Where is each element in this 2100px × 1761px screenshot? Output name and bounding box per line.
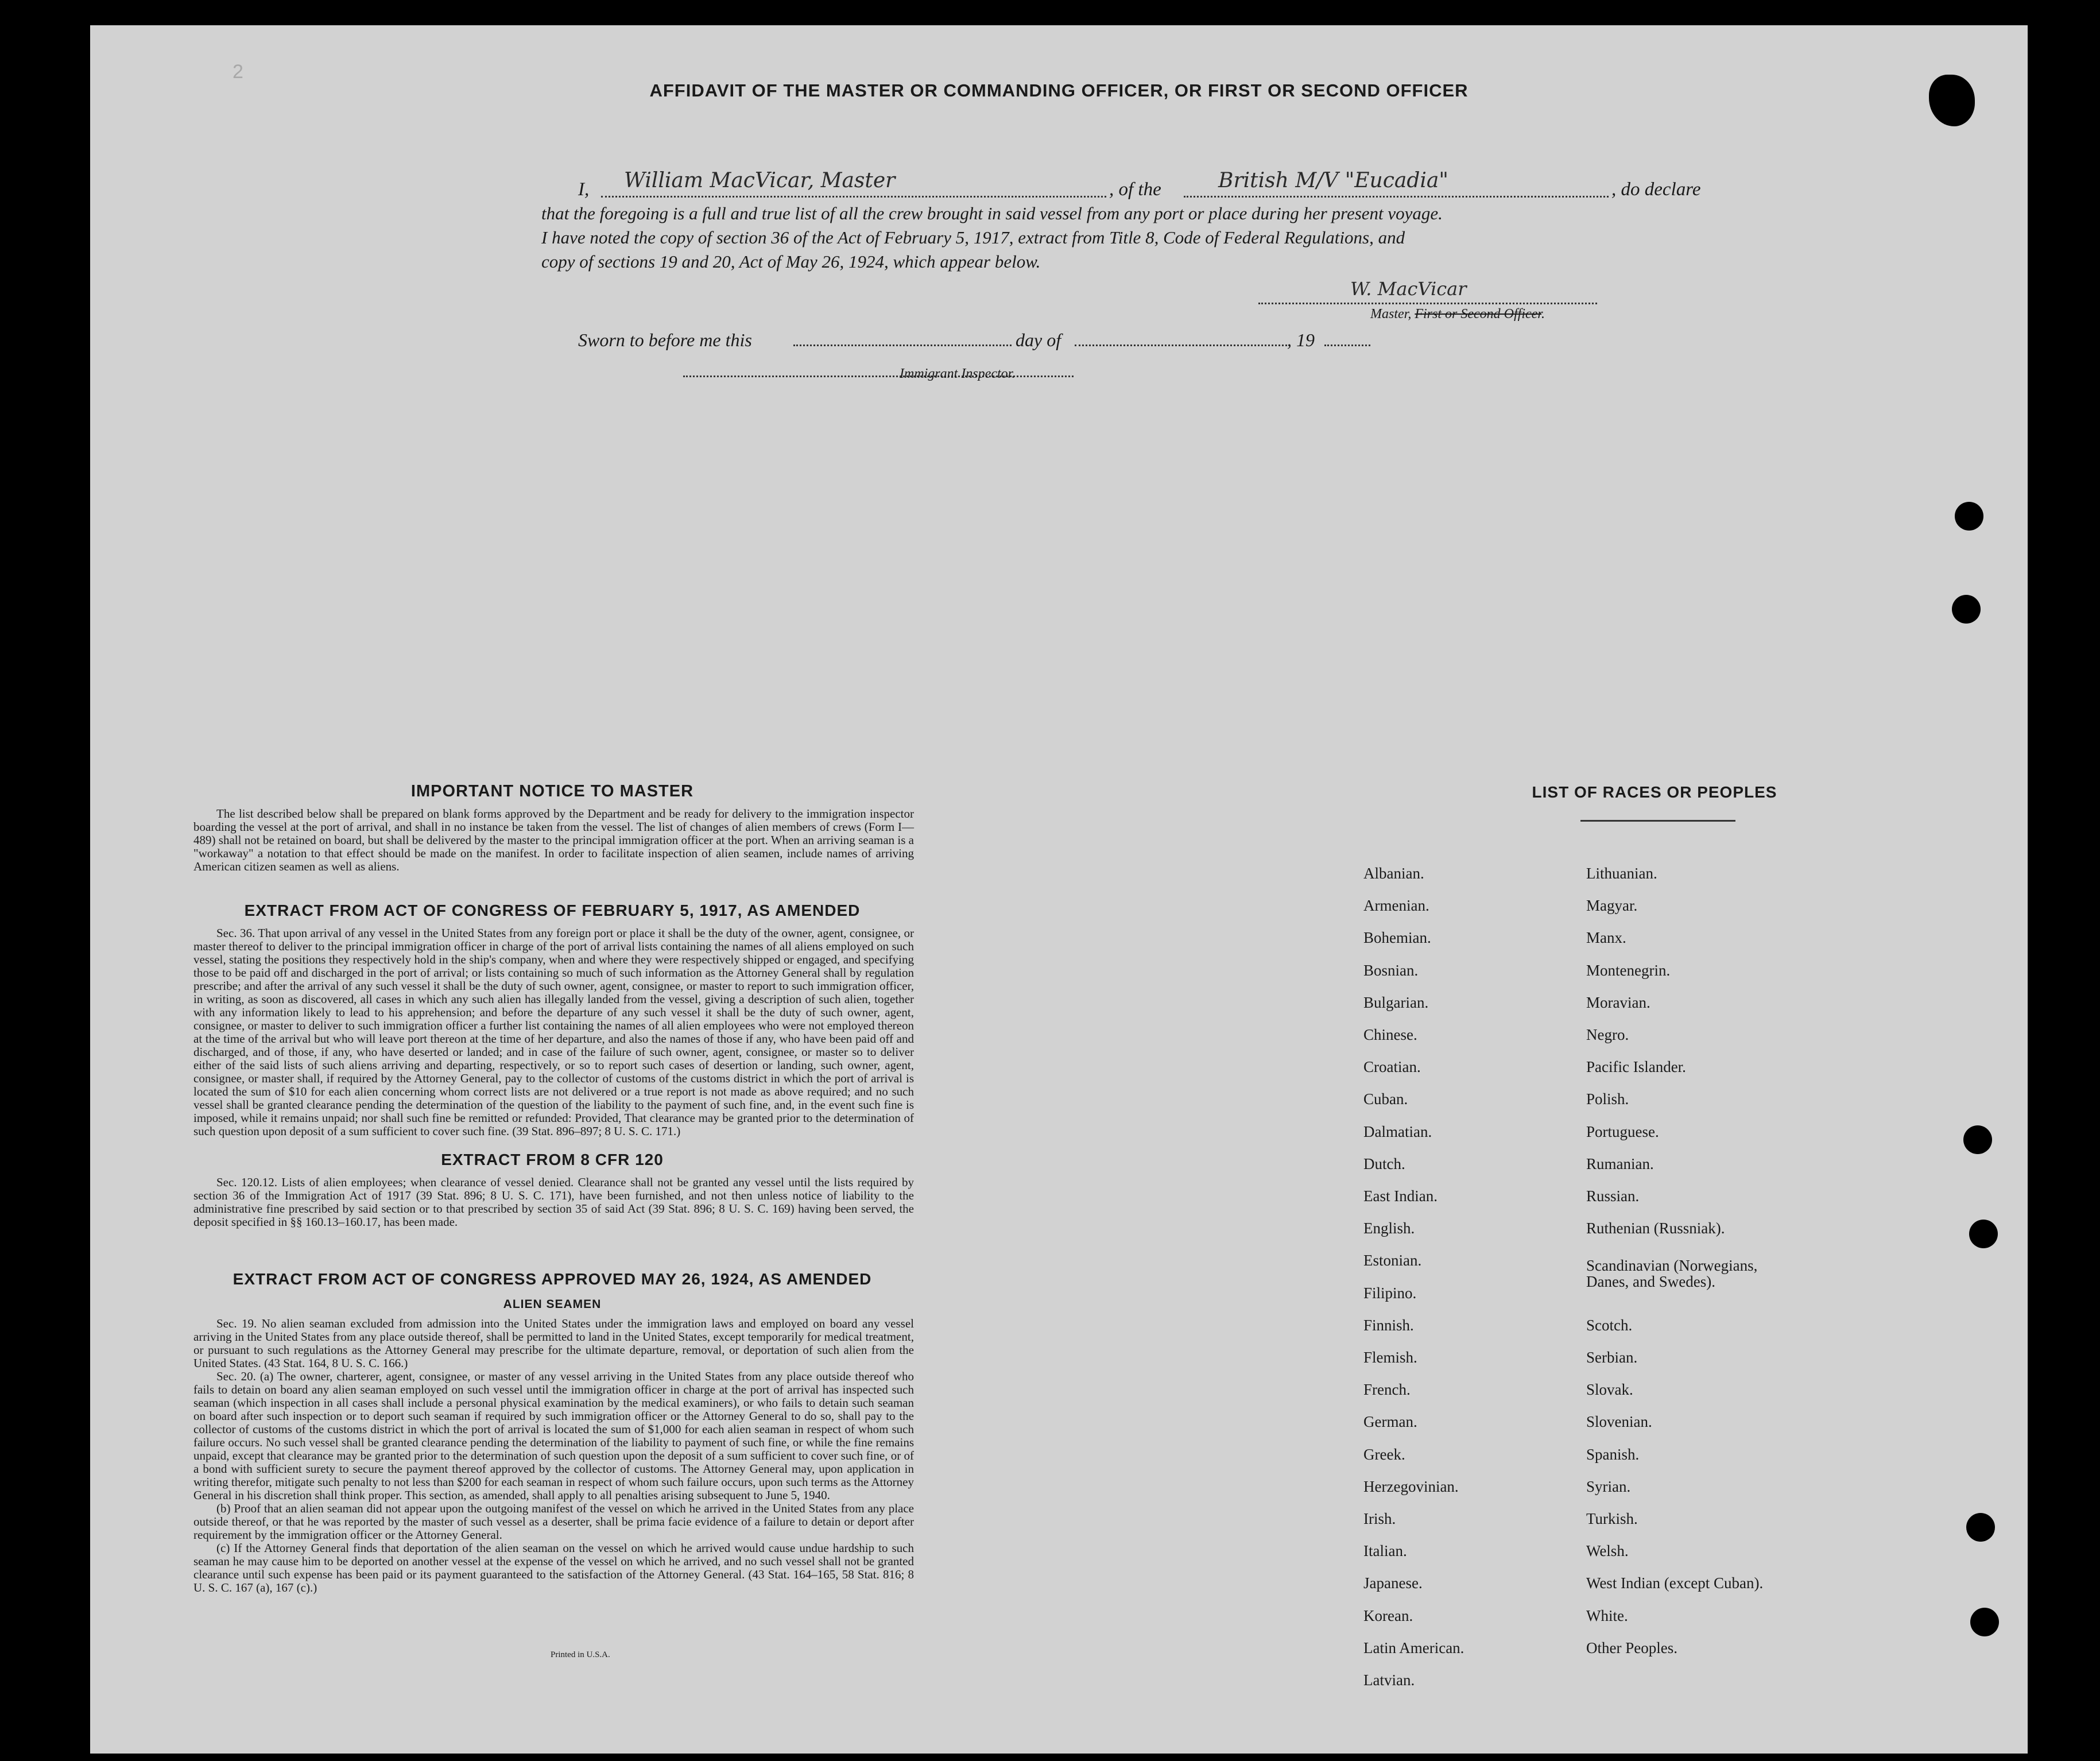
race-item: Turkish. [1586, 1510, 1638, 1527]
affidavit-line-2: I have noted the copy of section 36 of the Act of February 5, 1917, extract from Title 8, Code of Federal Regulations, and [541, 227, 1405, 247]
race-item: West Indian (except Cuban). [1586, 1574, 1764, 1592]
race-item: Armenian. [1363, 897, 1429, 915]
master-signature[interactable]: W. MacVicar [1258, 278, 1597, 304]
race-item: Other Peoples. [1586, 1639, 1677, 1656]
race-item: Moravian. [1586, 993, 1650, 1011]
printed-in-usa: Printed in U.S.A. [551, 1650, 610, 1659]
race-item: English. [1363, 1220, 1415, 1237]
race-item: Herzegovinian. [1363, 1477, 1459, 1495]
punch-hole [1969, 1220, 1998, 1248]
race-item: Portuguese. [1586, 1123, 1659, 1140]
extract-1924-title: EXTRACT FROM ACT OF CONGRESS APPROVED MAY 26, 1924, AS AMENDED [233, 1270, 872, 1288]
race-item: Montenegrin. [1586, 961, 1671, 979]
race-item: Filipino. [1363, 1284, 1417, 1302]
race-item: Serbian. [1586, 1349, 1638, 1366]
punch-hole [1952, 595, 1981, 624]
inspector-caption: Immigrant Inspector. [900, 366, 1016, 381]
race-item: Manx. [1586, 929, 1626, 947]
race-item: Syrian. [1586, 1477, 1631, 1495]
signature-caption [1370, 307, 1545, 322]
race-item: Croatian. [1363, 1058, 1421, 1076]
race-item: French. [1363, 1381, 1411, 1399]
notice-title: IMPORTANT NOTICE TO MASTER [410, 782, 694, 800]
vessel-name-field[interactable]: British M/V "Eucadia" [1184, 169, 1609, 198]
extract-1917-body: Sec. 36. That upon arrival of any vessel in the United States from any foreign port or place it shall be the duty of the owner, agent, consignee, or master thereof to deliver to the principal immigration officer in charge of the port of arrival lists containing the names of all aliens employed on such vessel, stating the positions they respectively hold in the ship's company, when and where they were respectively shipped or engaged, and specifying those to be paid off and discharged in the port of arrival; or lists containing so much of such information as the Attorney General shall by regulation prescribe; and after the arrival of any such vessel it shall be the duty of such owner, agent, consignee, or master to report to such immigration officer, in writing, as soon as discovered, all cases in which any such alien has illegally landed from the vessel, giving a description of such alien, together with any information likely to lead to his apprehension; and before the departure of any such vessel it shall be the duty of such owner, agent, consignee, or master to deliver to such immigration officer a further list containing the names of all alien employees who were not employed thereon at the time of the arrival but who will leave port thereon at the time of her departure, and also the names of those if any, who have been paid off and discharged, and of those, if any, who have deserted or landed; and in case of the failure of such owner, agent, consignee, or master so to deliver either of the said lists of such aliens arriving and departing, respectively, or so to report such cases of desertion or landing, such owner, agent, consignee, or master shall, if required by the Attorney General, pay to the collector of customs of the customs district in which the port of arrival is located the sum of $10 for each alien concerning whom correct lists are not delivered or a true report is not made as above required; and no such vessel shall be granted clearance pending the determination of the question of the liability to the payment of such fine, and, in the event such fine is imposed, while it remains unpaid; nor shall such fine be remitted or refunded: Provided, That clearance may be granted prior to the determination of such question upon deposit of a sum sufficient to cover such fine. (39 Stat. 896–897; 8 U. S. C. 171.) [193, 926, 914, 1138]
sec-20b-paragraph: (b) Proof that an alien seaman did not appear upon the outgoing manifest of the vessel on which he arrived in the United States from any place outside thereof, or that he was reported by the master of such vessel as a deserter, shall be prima facie evidence of a failure to detain or deport after requirement by the immigration officer or the Attorney General. [193, 1501, 914, 1542]
sec-19-paragraph: Sec. 19. No alien seaman excluded from admission into the United States under the immigration laws and employed on board any vessel arriving in the United States from any place outside thereof, shall be permitted to land in the United States, except temporarily for medical treatment, or pursuant to such regulations as the Attorney General may prescribe for the ultimate departure, removal, or deportation of such alien from the United States. (43 Stat. 164, 8 U. S. C. 166.) [193, 1317, 914, 1370]
sworn-day-field[interactable] [793, 324, 1012, 346]
punch-hole [1955, 502, 1983, 531]
race-item: Latin American. [1363, 1639, 1464, 1656]
race-item: East Indian. [1363, 1187, 1438, 1205]
day-of-label: day of [1016, 330, 1061, 350]
race-item: Lithuanian. [1586, 865, 1657, 882]
race-item: Pacific Islander. [1586, 1058, 1686, 1076]
race-item: Bohemian. [1363, 929, 1431, 947]
race-item: Russian. [1586, 1187, 1640, 1205]
sworn-year-field[interactable] [1324, 324, 1370, 346]
race-item: Bulgarian. [1363, 993, 1429, 1011]
punch-hole [1963, 1125, 1992, 1154]
race-item: Flemish. [1363, 1349, 1417, 1366]
race-item: Scotch. [1586, 1316, 1633, 1334]
race-item: Rumanian. [1586, 1155, 1654, 1172]
affidavit-do-declare: , do declare [1611, 179, 1701, 200]
document-page [90, 25, 2028, 1754]
punch-hole [1966, 1513, 1995, 1542]
race-item: Welsh. [1586, 1542, 1629, 1560]
extract-1924-body [193, 1317, 914, 1594]
race-item: German. [1363, 1413, 1417, 1431]
race-item: Greek. [1363, 1445, 1405, 1463]
race-item: Estonian. [1363, 1252, 1422, 1270]
punch-hole [1970, 1608, 1999, 1636]
race-item: Scandinavian (Norwegians, Danes, and Swedes). [1586, 1257, 1758, 1291]
race-item: Negro. [1586, 1026, 1629, 1043]
race-item: Bosnian. [1363, 961, 1419, 979]
caption-end: . [1541, 307, 1545, 322]
page-number: 2 [233, 61, 243, 83]
affidavit-line-3: copy of sections 19 and 20, Act of May 26, 1924, which appear below. [541, 251, 1041, 272]
race-item: Slovenian. [1586, 1413, 1652, 1431]
sworn-label: Sworn to before me this [578, 330, 752, 350]
race-item: Spanish. [1586, 1445, 1640, 1463]
year-label: , 19 [1287, 330, 1315, 350]
affidavit-i: I, [578, 179, 590, 200]
sworn-month-field[interactable] [1075, 324, 1287, 346]
race-item: White. [1586, 1607, 1628, 1624]
extract-1917-title: EXTRACT FROM ACT OF CONGRESS OF FEBRUARY 5, 1917, AS AMENDED [244, 901, 861, 919]
race-item: Dutch. [1363, 1155, 1405, 1172]
affidavit-title: AFFIDAVIT OF THE MASTER OR COMMANDING OFFICER, OR FIRST OR SECOND OFFICER [649, 80, 1469, 100]
race-item: Albanian. [1363, 865, 1424, 882]
race-item: Irish. [1363, 1510, 1396, 1527]
race-item: Magyar. [1586, 897, 1638, 915]
extract-1924-subtitle: ALIEN SEAMEN [503, 1298, 602, 1311]
race-item: Korean. [1363, 1607, 1413, 1624]
race-item: Cuban. [1363, 1090, 1408, 1108]
extract-cfr-body: Sec. 120.12. Lists of alien employees; when clearance of vessel denied. Clearance shall not be granted any vessel until the lists required by section 36 of the Immigration Act of 1917 (39 Stat. 896; 8 U. S. C. 171), have been furnished, and not then unless notice of liability to the administrative fine prescribed by said section or to that prescribed by section 35 of said Act (39 Stat. 896; 8 U. S. C. 169) having been served, the deposit specified in §§ 160.13–160.17, has been made. [193, 1175, 914, 1229]
master-name-field[interactable]: William MacVicar, Master [601, 169, 1106, 198]
race-item: Chinese. [1363, 1026, 1417, 1043]
races-title: LIST OF RACES OR PEOPLES [1532, 783, 1777, 801]
extract-cfr-title: EXTRACT FROM 8 CFR 120 [441, 1151, 664, 1168]
race-item: Ruthenian (Russniak). [1586, 1220, 1725, 1237]
race-item: Japanese. [1363, 1574, 1423, 1592]
affidavit-line-1: that the foregoing is a full and true list of all the crew brought in said vessel from any port or place during her present voyage. [541, 203, 1443, 223]
races-title-rule [1580, 820, 1735, 822]
sec-20a-paragraph: Sec. 20. (a) The owner, charterer, agent, consignee, or master of any vessel arriving in the United States from any place outside thereof who fails to detain on board any alien seaman employed on such vessel until the immigration officer in charge at the port of arrival has inspected such seaman (which inspection in all cases shall include a personal physical examination by the medical examiners), or who fails to detain such seaman on board after such inspection or to deport such seaman if required by such immigration officer or the Attorney General to do so, shall pay to the collector of customs of the customs district in which the port of arrival is located the sum of $1,000 for each alien seaman in respect of whom such failure occurs. No such vessel shall be granted clearance pending the determination of the liability to payment of such fine, or while the fine remains unpaid, except that clearance may be granted prior to the determination of such question upon the deposit of a sum sufficient to cover such fine, or of a bond with sufficient surety to secure the payment thereof approved by the collector of customs. The Attorney General may, upon application in writing therefor, mitigate such penalty to not less than $200 for each seaman in respect of whom such failure occurs, upon such terms as the Attorney General in his discretion shall think proper. This section, as amended, shall apply to all penalties arising subsequent to June 5, 1940. [193, 1369, 914, 1502]
race-item: Polish. [1586, 1090, 1629, 1108]
affidavit-of-the: , of the [1109, 179, 1161, 200]
race-item: Latvian. [1363, 1671, 1415, 1689]
race-item: Dalmatian. [1363, 1123, 1432, 1140]
sec-20c-paragraph: (c) If the Attorney General finds that deportation of the alien seaman on the vessel on which he arrived would cause undue hardship to such seaman he may cause him to be deported on another vessel at the expense of the vessel on which he arrived, and no such vessel shall not be granted clearance until such expense has been paid or its payment guaranteed to the satisfaction of the Attorney General. (43 Stat. 164–165, 58 Stat. 816; 8 U. S. C. 167 (a), 167 (c).) [193, 1541, 914, 1594]
race-item: Slovak. [1586, 1381, 1633, 1399]
race-item: Finnish. [1363, 1316, 1414, 1334]
race-item: Italian. [1363, 1542, 1407, 1560]
caption-struck: First or Second Officer [1415, 307, 1541, 322]
notice-body: The list described below shall be prepared on blank forms approved by the Department and be ready for delivery to the immigration inspector boarding the vessel at the port of arrival, and shall in no instance be taken from the vessel. The list of changes of alien members of crews (Form I—489) shall not be retained on board, but shall be delivered by the master to the principal immigration officer at the port. When an arriving seaman is a "workaway" a notation to that effect should be made on the manifest. In order to facilitate inspection of alien seamen, include names of arriving American citizen seamen as well as aliens. [193, 807, 914, 873]
caption-master: Master, [1370, 307, 1412, 322]
